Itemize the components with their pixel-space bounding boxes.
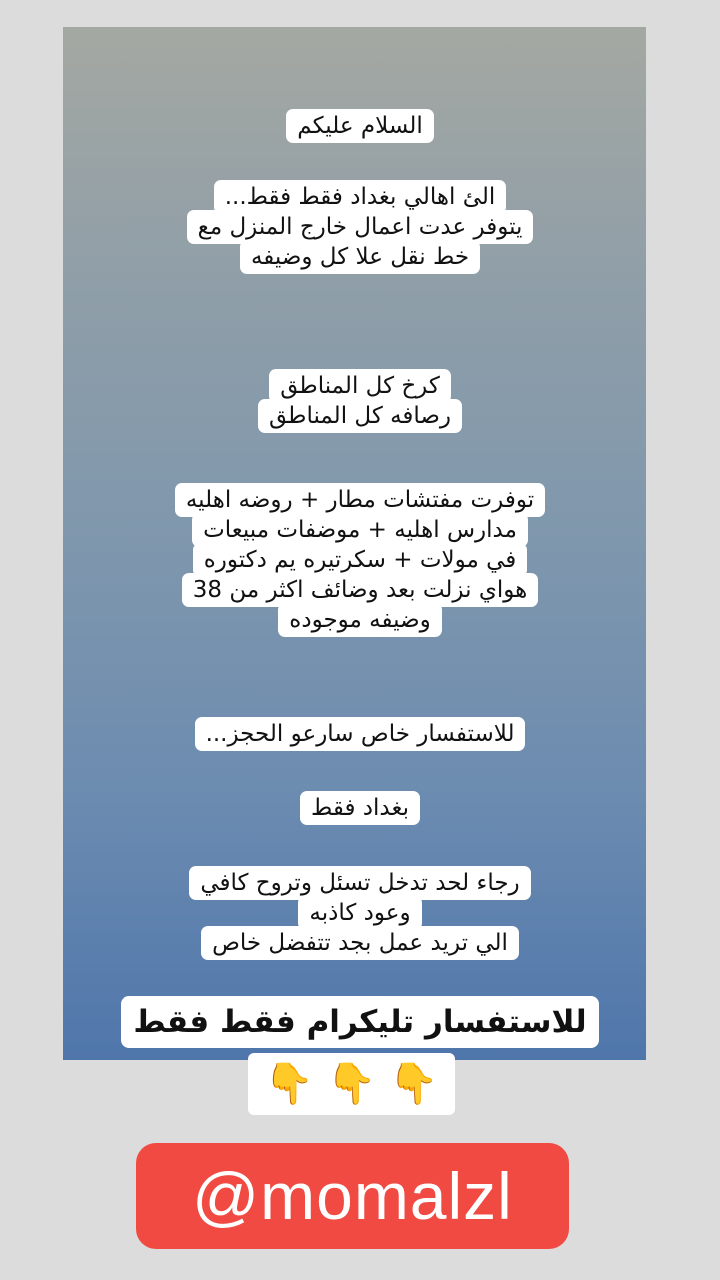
pointing-down-icon: 👇	[264, 1061, 315, 1107]
jobs-line: في مولات + سكرتيره يم دكتوره	[193, 543, 528, 577]
telegram-handle-sticker[interactable]	[136, 1143, 569, 1249]
areas-block	[0, 371, 720, 431]
jobs-line: وضيفه موجوده	[278, 603, 441, 637]
inquiry-block	[0, 719, 720, 749]
pointing-down-icon: 👇	[326, 1061, 377, 1107]
notice-line: يتوفر عدت اعمال خارج المنزل مع	[187, 210, 534, 244]
pointing-down-emojis	[248, 1053, 455, 1115]
areas-line: رصافه كل المناطق	[258, 399, 462, 433]
notice-line: الئ اهالي بغداد فقط فقط...	[214, 180, 507, 214]
greeting-text: السلام عليكم	[286, 109, 433, 143]
jobs-line: هواي نزلت بعد وضائف اكثر من 38	[182, 573, 538, 607]
notice-block	[0, 182, 720, 272]
warning-line: الي تريد عمل بجد تتفضل خاص	[201, 926, 519, 960]
jobs-line: توفرت مفتشات مطار + روضه اهليه	[175, 483, 545, 517]
telegram-note-text: للاستفسار تليكرام فقط فقط	[121, 996, 598, 1048]
jobs-block	[0, 485, 720, 635]
baghdad-only-text: بغداد فقط	[300, 791, 420, 825]
areas-line: كرخ كل المناطق	[269, 369, 451, 403]
notice-line: خط نقل علا كل وضيفه	[240, 240, 480, 274]
warning-block	[0, 868, 720, 958]
inquiry-text: للاستفسار خاص سارعو الحجز...	[195, 717, 526, 751]
jobs-line: مدارس اهليه + موضفات مبيعات	[192, 513, 528, 547]
pointing-down-icon: 👇	[388, 1061, 439, 1107]
baghdad-only-block	[0, 793, 720, 823]
telegram-handle-text: @momalzl	[192, 1159, 513, 1233]
warning-line: وعود كاذبه	[298, 896, 421, 930]
greeting-block	[0, 111, 720, 141]
telegram-note-block	[0, 998, 720, 1046]
warning-line: رجاء لحد تدخل تسئل وتروح كافي	[189, 866, 530, 900]
